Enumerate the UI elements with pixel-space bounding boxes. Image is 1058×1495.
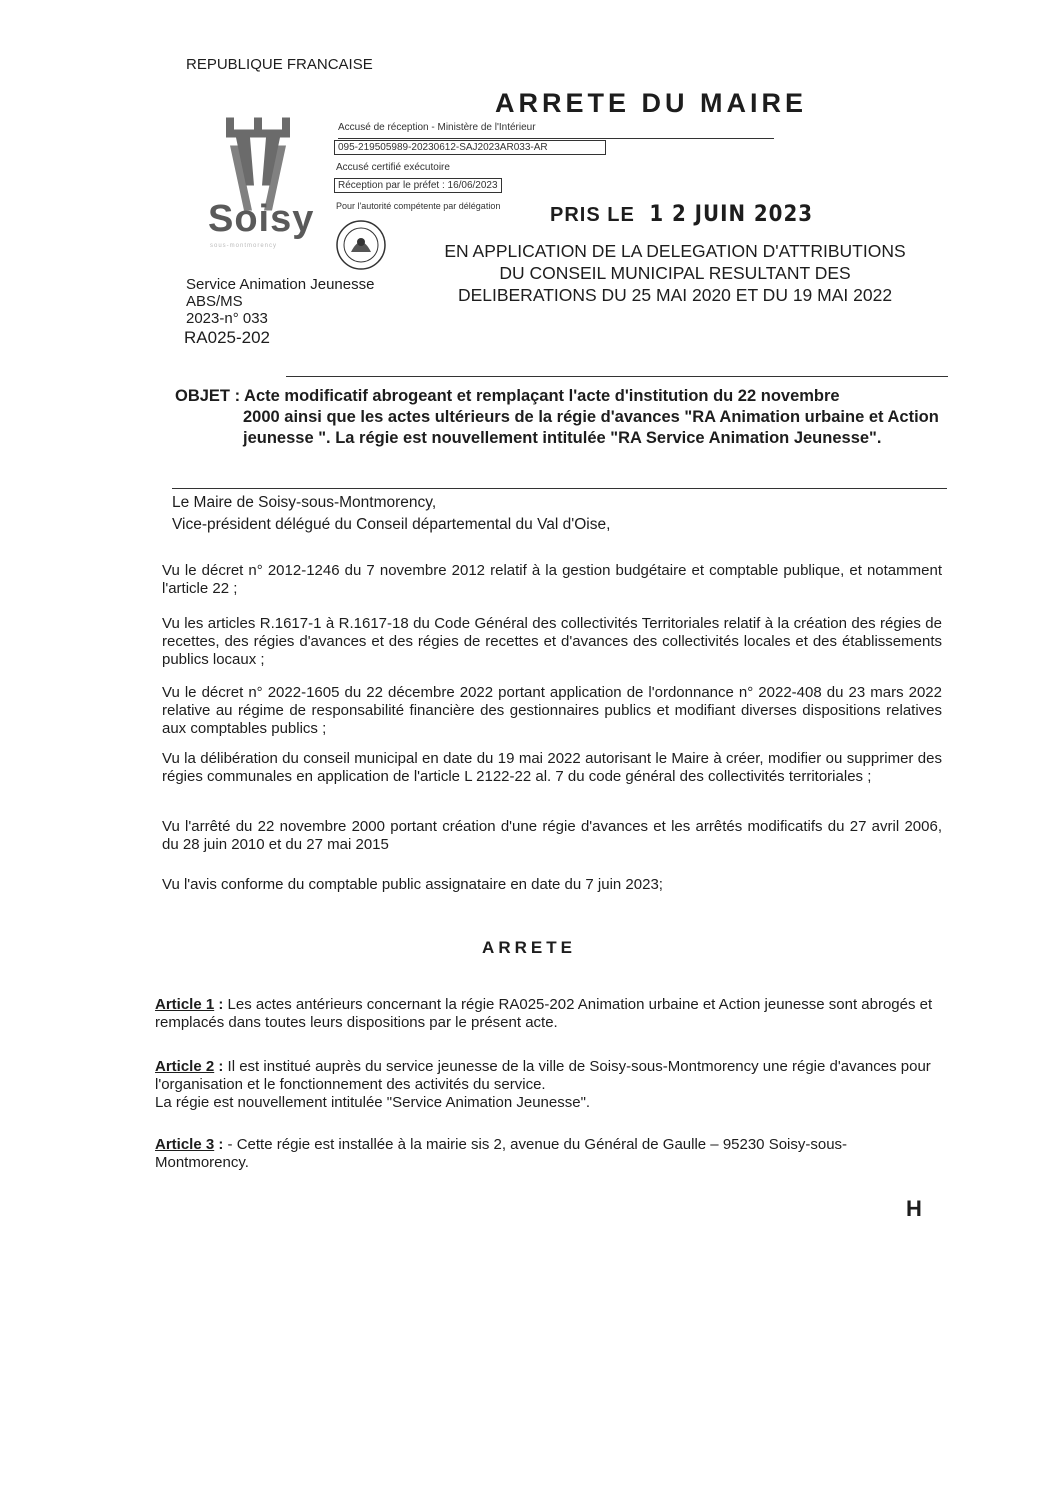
visa-paragraph: Vu l'arrêté du 22 novembre 2000 portant création d'une régie d'avances et les arrêtés modificatifs du 27 avril 2006, du 28 juin 2010 et du 27 mai 2015 — [162, 818, 942, 853]
visa-paragraph: Vu l'avis conforme du comptable public assignataire en date du 7 juin 2023; — [162, 876, 663, 893]
objet-divider — [172, 488, 947, 489]
stamp-autorite: Pour l'autorité compétente par délégation — [336, 201, 501, 211]
handwritten-initials: H — [906, 1196, 922, 1221]
delegation-block — [410, 240, 940, 306]
header-divider — [286, 376, 948, 377]
pris-le-label: PRIS LE — [550, 204, 635, 226]
objet-rest: 2000 ainsi que les actes ultérieurs de la régie d'avances "RA Animation urbaine et Action jeunesse ". La régie est nouvellement intitulée "RA Service Animation Jeunesse". — [243, 408, 939, 447]
ref-number: 2023-n° 033 — [186, 310, 268, 327]
logo-subtitle: sous-montmorency — [210, 243, 278, 249]
article-2 — [155, 1058, 940, 1112]
republique-francaise: REPUBLIQUE FRANCAISE — [186, 56, 373, 73]
article-sep: : — [214, 1058, 228, 1075]
delegation-line: EN APPLICATION DE LA DELEGATION D'ATTRIBUTIONS — [444, 241, 906, 261]
article-text: Il est institué auprès du service jeunesse de la ville de Soisy-sous-Montmorency une régie d'avances pour l'organisation et le fonctionnement des activités du service. — [155, 1058, 931, 1093]
objet-line1: OBJET : Acte modificatif abrogeant et remplaçant l'acte d'institution du 22 novembre — [175, 387, 840, 405]
maire-block — [172, 492, 610, 536]
article-label: Article 3 — [155, 1136, 215, 1153]
article-text: Les actes antérieurs concernant la régie RA025-202 Animation urbaine et Action jeunesse sont abrogés et remplacés dans toutes leurs dispositions par le présent acte. — [155, 996, 933, 1031]
page-title: ARRETE DU MAIRE — [495, 88, 808, 118]
visa-paragraph: Vu le décret n° 2012-1246 du 7 novembre 2012 relatif à la gestion budgétaire et comptable publique, et notamment l'article 22 ; — [162, 562, 942, 597]
service-reference — [186, 276, 374, 327]
delegation-line: DELIBERATIONS DU 25 MAI 2020 ET DU 19 MAI 2022 — [457, 285, 893, 305]
stamp-executoire: Accusé certifié exécutoire — [336, 162, 450, 173]
stamp-accuse-reception: Accusé de réception - Ministère de l'Intérieur — [338, 122, 536, 133]
article-label: Article 2 — [155, 1058, 215, 1075]
article-sep: : — [214, 996, 228, 1013]
article-text: - Cette régie est installée à la mairie sis 2, avenue du Général de Gaulle – 95230 Soisy-sous-Montmorency. — [155, 1136, 848, 1171]
maire-line1: Le Maire de Soisy-sous-Montmorency, — [172, 494, 437, 511]
arrete-heading: ARRETE — [482, 938, 576, 957]
article-1 — [155, 996, 940, 1032]
seal-icon — [334, 218, 388, 272]
visa-paragraph: Vu la délibération du conseil municipal en date du 19 mai 2022 autorisant le Maire à créer, modifier ou supprimer des régies communales en application de l'article L 2122-22 al. 7 du code général des collectivités territoriales ; — [162, 750, 942, 785]
delegation-line: DU CONSEIL MUNICIPAL RESULTANT DES — [499, 263, 851, 283]
logo-wordmark: Soisy — [208, 198, 315, 240]
article-label: Article 1 — [155, 996, 215, 1013]
article-text-2: La régie est nouvellement intitulée "Service Animation Jeunesse". — [155, 1094, 591, 1111]
stamp-reception-prefet: Réception par le préfet : 16/06/2023 — [334, 178, 502, 193]
visa-paragraph: Vu les articles R.1617-1 à R.1617-18 du Code Général des collectivités Territoriales relatif à la création des régies de recettes, des régies d'avances et des régies de recettes et d'avances des collectivités locales et des établissements publics locaux ; — [162, 615, 942, 668]
pris-le-date: 1 2 JUIN 2023 — [649, 202, 813, 227]
pris-le — [550, 202, 813, 227]
article-3 — [155, 1136, 940, 1172]
stamp-acte-id: 095-219505989-20230612-SAJ2023AR033-AR — [334, 140, 606, 155]
regie-code: RA025-202 — [184, 328, 271, 347]
maire-line2: Vice-président délégué du Conseil départemental du Val d'Oise, — [172, 516, 611, 533]
objet-block — [175, 386, 945, 449]
visa-paragraph: Vu le décret n° 2022-1605 du 22 décembre 2022 portant application de l'ordonnance n° 2022-408 du 23 mars 2022 relative au régime de responsabilité financière des gestionnaires publics et modifiant diverses dispositions relatives aux comptables publics ; — [162, 684, 942, 737]
service-name: Service Animation Jeunesse — [186, 276, 375, 293]
article-sep: : — [214, 1136, 228, 1153]
stamp-divider — [338, 138, 774, 139]
ref-initials: ABS/MS — [186, 293, 243, 310]
